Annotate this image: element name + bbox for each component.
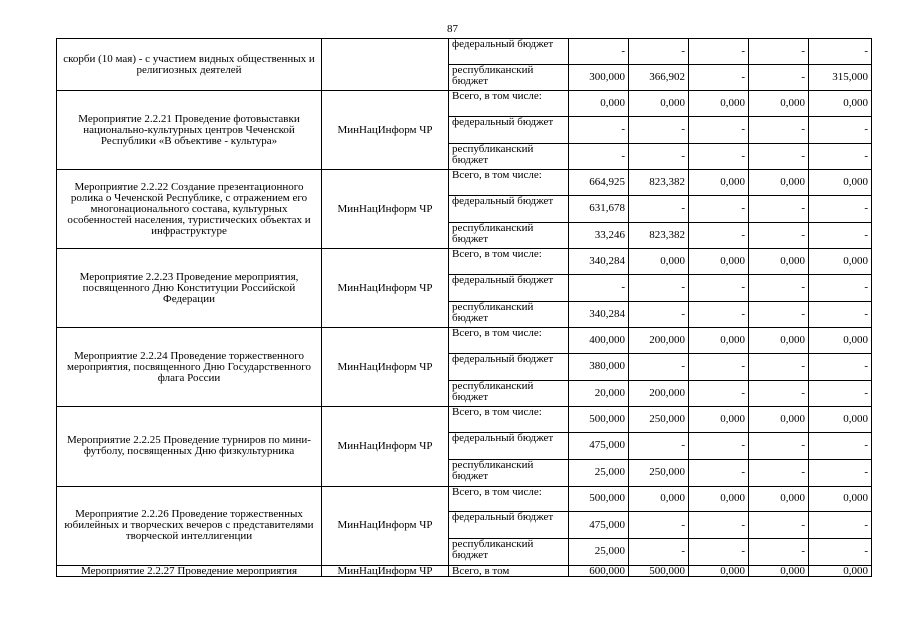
amount-cell: - <box>689 301 749 328</box>
amount-cell: 0,000 <box>749 565 809 576</box>
amount-cell: - <box>809 196 872 223</box>
amount-cell: 664,925 <box>569 170 629 196</box>
amount-cell: 0,000 <box>629 91 689 117</box>
amount-cell: 25,000 <box>569 459 629 486</box>
amount-cell: - <box>749 538 809 565</box>
budget-table <box>56 38 872 577</box>
amount-cell: - <box>809 275 872 302</box>
amount-cell: - <box>809 538 872 565</box>
measure-name-cell: Мероприятие 2.2.27 Проведение мероприятия <box>57 565 322 576</box>
amount-cell: - <box>689 538 749 565</box>
funding-source-cell: федеральный бюджет <box>449 196 569 223</box>
amount-cell: 0,000 <box>809 170 872 196</box>
amount-cell: 340,284 <box>569 249 629 275</box>
amount-cell: - <box>749 39 809 65</box>
amount-cell: 400,000 <box>569 328 629 354</box>
amount-cell: 0,000 <box>689 565 749 576</box>
amount-cell: - <box>629 117 689 144</box>
amount-cell: 0,000 <box>689 170 749 196</box>
amount-cell: - <box>809 512 872 539</box>
table-row <box>57 486 872 512</box>
amount-cell: 0,000 <box>629 486 689 512</box>
amount-cell: - <box>809 354 872 381</box>
amount-cell: 200,000 <box>629 380 689 407</box>
funding-source-cell: федеральный бюджет <box>449 275 569 302</box>
amount-cell: - <box>689 143 749 170</box>
amount-cell: 823,382 <box>629 222 689 249</box>
amount-cell: - <box>749 459 809 486</box>
measure-name-cell: Мероприятие 2.2.23 Проведение мероприятия, посвященного Дню Конституции Российской Федерации <box>57 249 322 328</box>
funding-source-cell: республиканский бюджет <box>449 143 569 170</box>
amount-cell: 0,000 <box>749 249 809 275</box>
funding-source-cell: республиканский бюджет <box>449 222 569 249</box>
funding-source-cell: Всего, в том числе: <box>449 249 569 275</box>
amount-cell: - <box>749 222 809 249</box>
amount-cell: 366,902 <box>629 64 689 91</box>
table-row <box>57 170 872 196</box>
responsible-org-cell: МинНацИнформ ЧР <box>322 91 449 170</box>
amount-cell: - <box>749 117 809 144</box>
amount-cell: - <box>749 143 809 170</box>
table-row <box>57 91 872 117</box>
funding-source-cell: республиканский бюджет <box>449 301 569 328</box>
amount-cell: 0,000 <box>689 486 749 512</box>
amount-cell: - <box>689 64 749 91</box>
table-row <box>57 407 872 433</box>
responsible-org-cell: МинНацИнформ ЧР <box>322 170 449 249</box>
funding-source-cell: Всего, в том числе: <box>449 91 569 117</box>
amount-cell: - <box>809 39 872 65</box>
funding-source-cell: федеральный бюджет <box>449 117 569 144</box>
measure-name-cell: Мероприятие 2.2.26 Проведение торжественных юбилейных и творческих вечеров с представителями творческой интеллигенции <box>57 486 322 565</box>
amount-cell: - <box>809 222 872 249</box>
amount-cell: - <box>689 196 749 223</box>
amount-cell: 0,000 <box>749 328 809 354</box>
amount-cell: - <box>689 354 749 381</box>
amount-cell: 20,000 <box>569 380 629 407</box>
amount-cell: 0,000 <box>809 407 872 433</box>
amount-cell: 600,000 <box>569 565 629 576</box>
measure-name-cell: Мероприятие 2.2.24 Проведение торжественного мероприятия, посвященного Дню Государственного флага России <box>57 328 322 407</box>
amount-cell: - <box>689 39 749 65</box>
funding-source-cell: республиканский бюджет <box>449 538 569 565</box>
amount-cell: - <box>749 301 809 328</box>
amount-cell: 200,000 <box>629 328 689 354</box>
amount-cell: - <box>629 538 689 565</box>
amount-cell: - <box>689 117 749 144</box>
amount-cell: 823,382 <box>629 170 689 196</box>
amount-cell: - <box>569 117 629 144</box>
amount-cell: - <box>689 222 749 249</box>
amount-cell: - <box>749 433 809 460</box>
table-row <box>57 249 872 275</box>
amount-cell: 0,000 <box>809 249 872 275</box>
amount-cell: 315,000 <box>809 64 872 91</box>
amount-cell: - <box>689 433 749 460</box>
table-row <box>57 39 872 65</box>
amount-cell: 0,000 <box>689 407 749 433</box>
amount-cell: - <box>689 459 749 486</box>
amount-cell: 500,000 <box>569 407 629 433</box>
amount-cell: - <box>749 196 809 223</box>
amount-cell: 0,000 <box>809 486 872 512</box>
funding-source-cell: республиканский бюджет <box>449 380 569 407</box>
amount-cell: 0,000 <box>749 91 809 117</box>
amount-cell: - <box>809 433 872 460</box>
amount-cell: - <box>629 301 689 328</box>
responsible-org-cell: МинНацИнформ ЧР <box>322 486 449 565</box>
amount-cell: - <box>809 301 872 328</box>
measure-name-cell: Мероприятие 2.2.22 Создание презентационного ролика о Чеченской Республике, с отражением его многонационального состава, культурных особенностей населения, туристических объектах и инфраструктуре <box>57 170 322 249</box>
responsible-org-cell: МинНацИнформ ЧР <box>322 249 449 328</box>
funding-source-cell: федеральный бюджет <box>449 512 569 539</box>
amount-cell: - <box>809 380 872 407</box>
table-body <box>57 39 872 577</box>
amount-cell: 475,000 <box>569 512 629 539</box>
measure-name-cell: Мероприятие 2.2.21 Проведение фотовыставки национально-культурных центров Чеченской Республики «В объективе - культура» <box>57 91 322 170</box>
responsible-org-cell: МинНацИнформ ЧР <box>322 407 449 486</box>
amount-cell: - <box>749 354 809 381</box>
amount-cell: - <box>689 380 749 407</box>
amount-cell: 0,000 <box>809 565 872 576</box>
funding-source-cell: федеральный бюджет <box>449 39 569 65</box>
amount-cell: - <box>569 39 629 65</box>
amount-cell: 631,678 <box>569 196 629 223</box>
amount-cell: - <box>629 275 689 302</box>
amount-cell: - <box>809 117 872 144</box>
amount-cell: 0,000 <box>629 249 689 275</box>
amount-cell: 0,000 <box>749 170 809 196</box>
responsible-org-cell: МинНацИнформ ЧР <box>322 565 449 576</box>
amount-cell: - <box>749 380 809 407</box>
amount-cell: - <box>629 512 689 539</box>
amount-cell: 380,000 <box>569 354 629 381</box>
amount-cell: 0,000 <box>689 328 749 354</box>
amount-cell: 33,246 <box>569 222 629 249</box>
amount-cell: 0,000 <box>689 91 749 117</box>
funding-source-cell: Всего, в том числе: <box>449 328 569 354</box>
amount-cell: 0,000 <box>569 91 629 117</box>
amount-cell: - <box>629 143 689 170</box>
amount-cell: - <box>629 196 689 223</box>
amount-cell: - <box>629 354 689 381</box>
amount-cell: 500,000 <box>629 565 689 576</box>
page-number: 87 <box>447 23 458 35</box>
amount-cell: 25,000 <box>569 538 629 565</box>
amount-cell: 250,000 <box>629 459 689 486</box>
funding-source-cell: республиканский бюджет <box>449 64 569 91</box>
responsible-org-cell: МинНацИнформ ЧР <box>322 328 449 407</box>
funding-source-cell: Всего, в том числе: <box>449 407 569 433</box>
responsible-org-cell <box>322 39 449 91</box>
amount-cell: - <box>569 143 629 170</box>
amount-cell: - <box>749 64 809 91</box>
amount-cell: - <box>809 143 872 170</box>
funding-source-cell: Всего, в том числе: <box>449 170 569 196</box>
funding-source-cell: Всего, в том числе: <box>449 486 569 512</box>
amount-cell: - <box>689 275 749 302</box>
amount-cell: 0,000 <box>749 407 809 433</box>
amount-cell: 500,000 <box>569 486 629 512</box>
funding-source-cell: Всего, в том <box>449 565 569 576</box>
amount-cell: 340,284 <box>569 301 629 328</box>
amount-cell: 250,000 <box>629 407 689 433</box>
amount-cell: - <box>749 275 809 302</box>
table-row <box>57 565 872 576</box>
amount-cell: 300,000 <box>569 64 629 91</box>
amount-cell: - <box>629 433 689 460</box>
amount-cell: 0,000 <box>749 486 809 512</box>
amount-cell: 0,000 <box>689 249 749 275</box>
table-row <box>57 328 872 354</box>
amount-cell: 475,000 <box>569 433 629 460</box>
measure-name-cell: Мероприятие 2.2.25 Проведение турниров по мини-футболу, посвященных Дню физкультурника <box>57 407 322 486</box>
amount-cell: - <box>629 39 689 65</box>
funding-source-cell: федеральный бюджет <box>449 354 569 381</box>
funding-source-cell: федеральный бюджет <box>449 433 569 460</box>
measure-name-cell: скорби (10 мая) - с участием видных общественных и религиозных деятелей <box>57 39 322 91</box>
amount-cell: 0,000 <box>809 91 872 117</box>
amount-cell: - <box>809 459 872 486</box>
amount-cell: - <box>749 512 809 539</box>
amount-cell: - <box>689 512 749 539</box>
amount-cell: 0,000 <box>809 328 872 354</box>
funding-source-cell: республиканский бюджет <box>449 459 569 486</box>
amount-cell: - <box>569 275 629 302</box>
